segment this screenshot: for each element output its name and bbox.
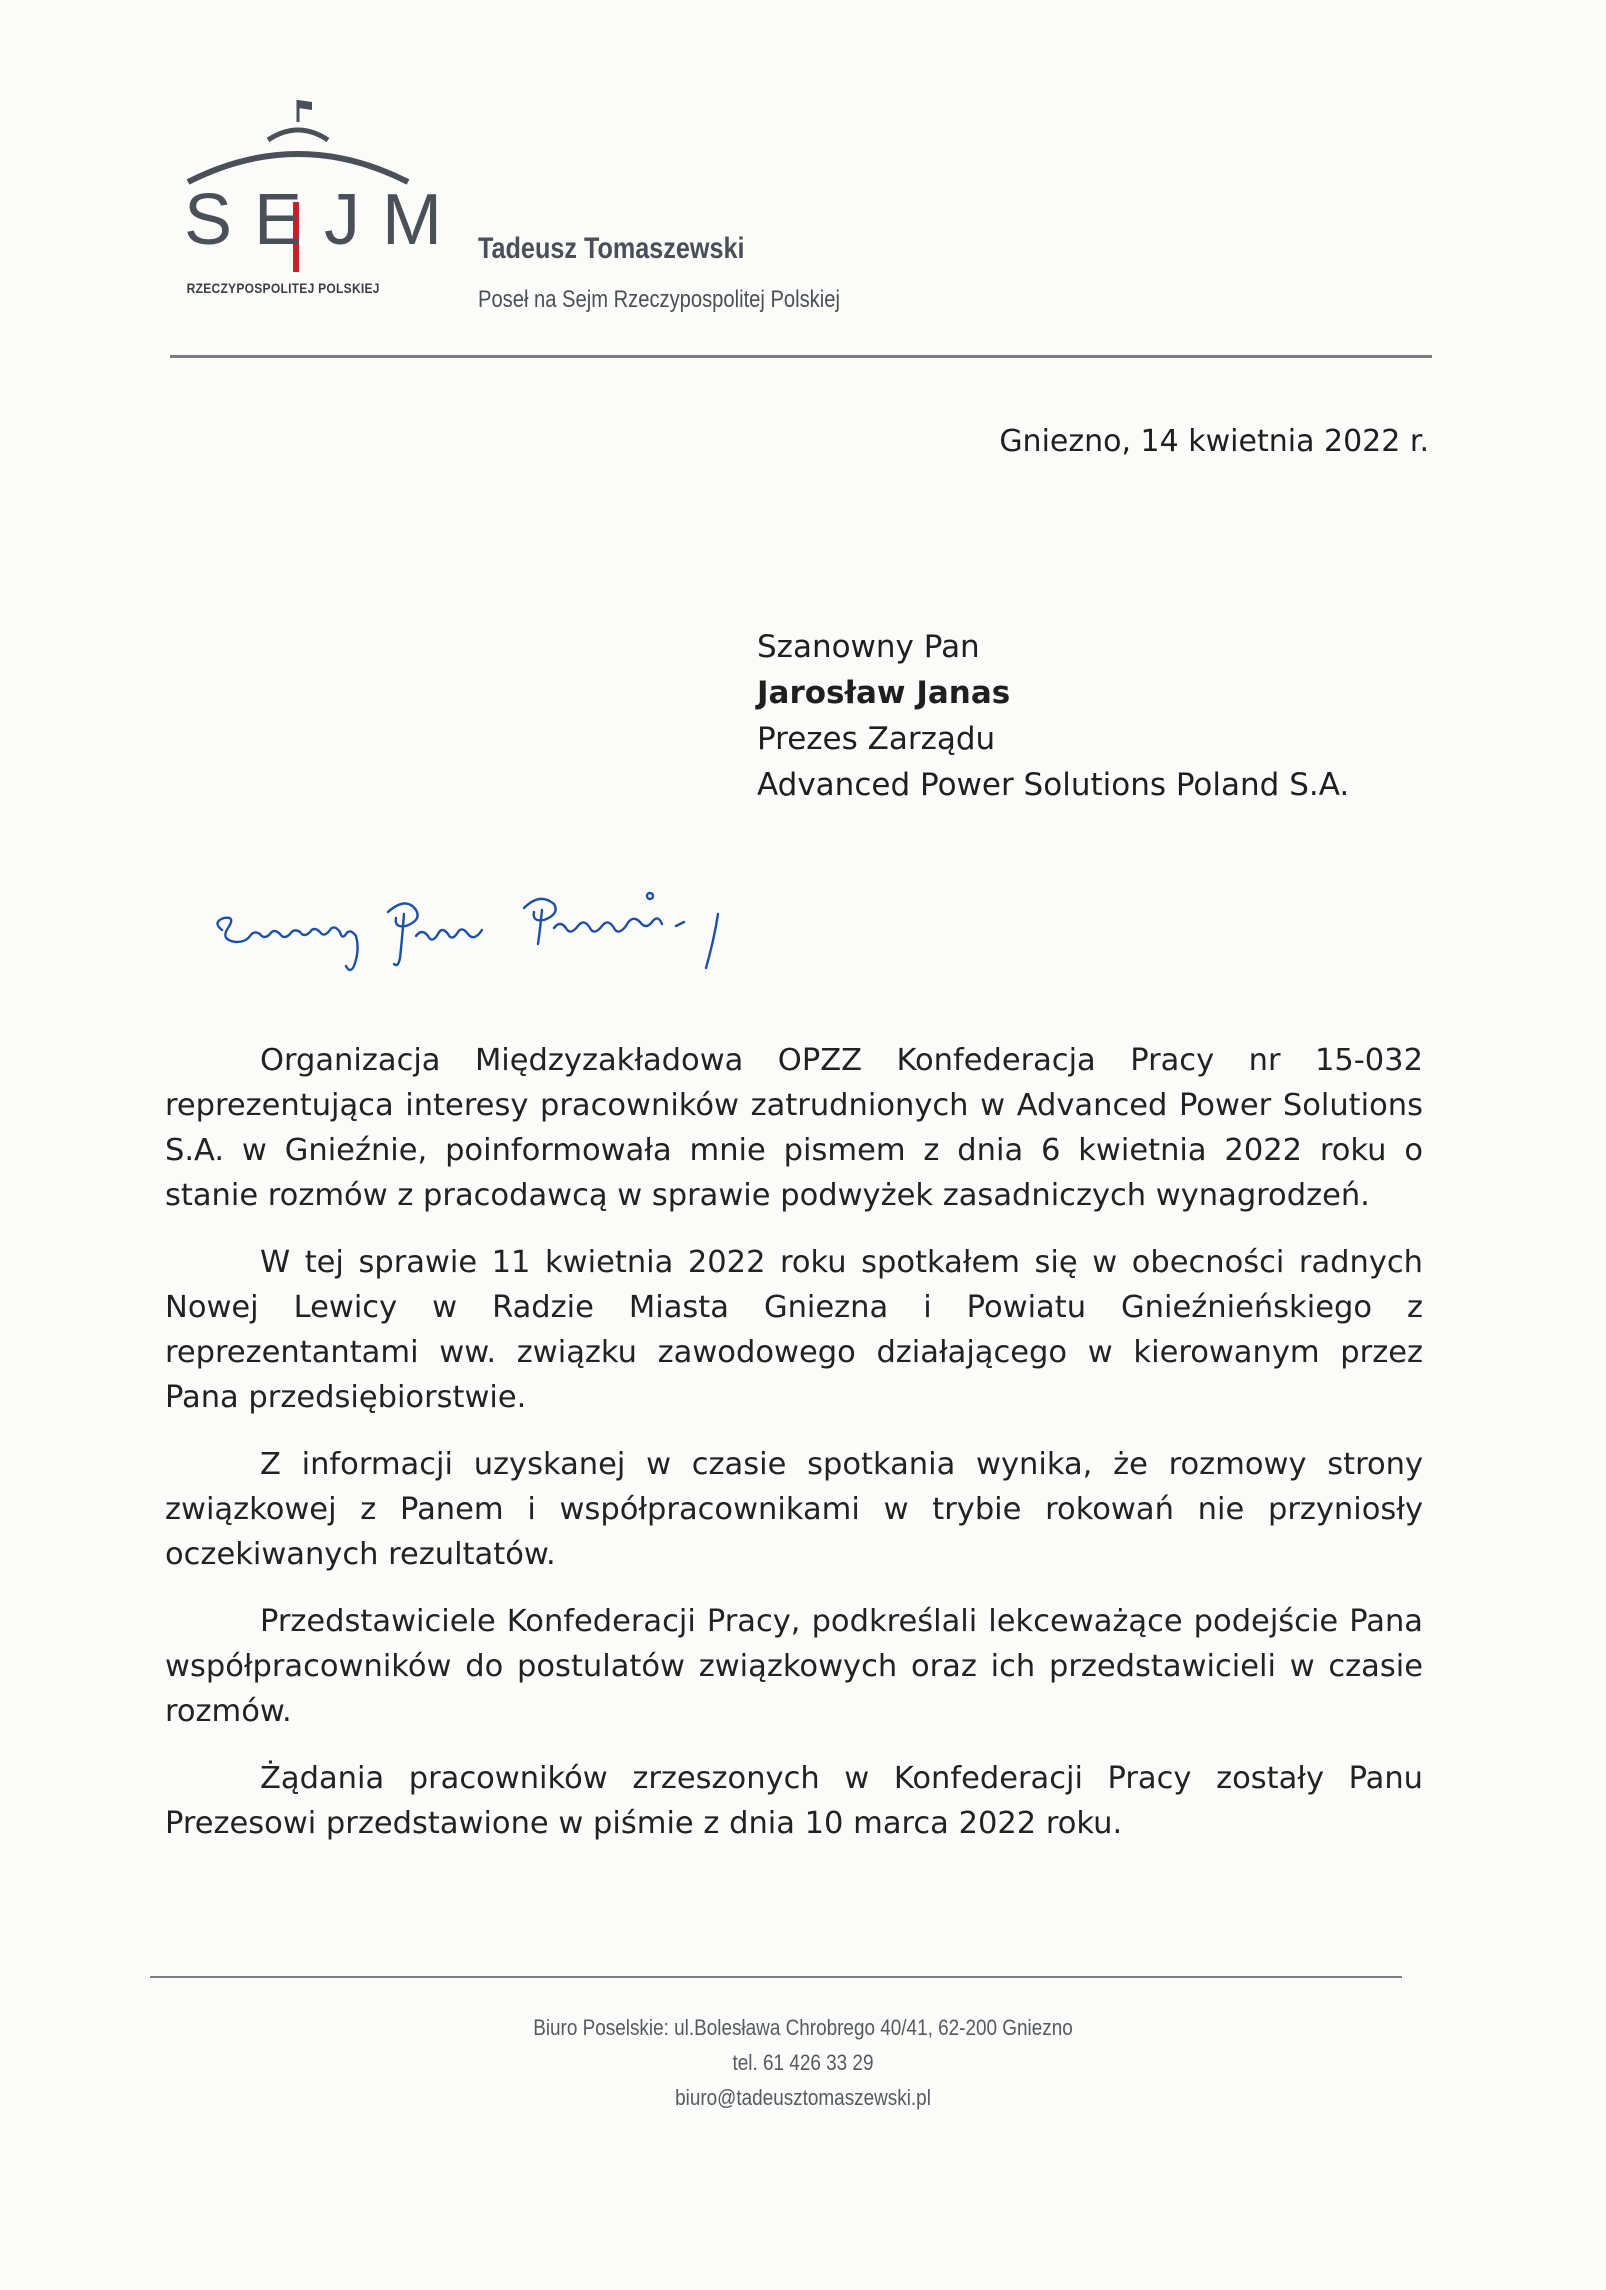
header-divider <box>170 355 1432 358</box>
logo-wordmark: SEJM <box>184 180 465 260</box>
body-paragraph: Z informacji uzyskanej w czasie spotkania wynika, że rozmowy strony związkowej z Panem i współpracownikami w trybie rokowań nie przyniosły oczekiwanych rezultatów. <box>165 1447 1423 1572</box>
body-paragraph: Żądania pracowników zrzeszonych w Konfederacji Pracy zostały Panu Prezesowi przedstawione w piśmie z dnia 10 marca 2022 roku. <box>165 1761 1423 1841</box>
recipient-position: Prezes Zarządu <box>757 721 996 757</box>
recipient-salutation: Szanowny Pan <box>757 629 980 665</box>
body-paragraph: W tej sprawie 11 kwietnia 2022 roku spotkałem się w obecności radnych Nowej Lewicy w Radzie Miasta Gniezna i Powiatu Gnieźnieńskiego z reprezentantami ww. związku zawodowego działającego w kierowanym przez Pana przedsiębiorstwie. <box>165 1245 1423 1415</box>
footer-phone: tel. 61 426 33 29 <box>732 2050 874 2075</box>
sejm-logo <box>170 92 465 322</box>
recipient-block <box>757 624 1349 808</box>
sender-title: Poseł na Sejm Rzeczypospolitej Polskiej <box>478 286 840 313</box>
sender-name: Tadeusz Tomaszewski <box>478 232 745 265</box>
recipient-company: Advanced Power Solutions Poland S.A. <box>757 767 1350 803</box>
footer-divider <box>150 1976 1402 1978</box>
body-paragraph: Przedstawiciele Konfederacji Pracy, podkreślali lekceważące podejście Pana współpracowników do postulatów związkowych oraz ich przedstawicieli w czasie rozmów. <box>165 1604 1423 1729</box>
letter-body <box>165 1038 1423 1868</box>
letter-date: Gniezno, 14 kwietnia 2022 r. <box>999 424 1429 459</box>
handwritten-greeting <box>210 870 770 1010</box>
footer-address: Biuro Poselskie: ul.Bolesława Chrobrego 40/41, 62-200 Gniezno <box>533 2015 1073 2040</box>
footer <box>0 2010 1606 2115</box>
body-paragraph: Organizacja Międzyzakładowa OPZZ Konfederacja Pracy nr 15-032 reprezentująca interesy pracowników zatrudnionych w Advanced Power Solutions S.A. w Gnieźnie, poinformowała mnie pismem z dnia 6 kwietnia 2022 roku o stanie rozmów z pracodawcą w sprawie podwyżek zasadniczych wynagrodzeń. <box>165 1043 1423 1213</box>
recipient-name: Jarosław Janas <box>757 675 1011 711</box>
handwriting-icon <box>210 870 770 1010</box>
logo-subtitle: RZECZYPOSPOLITEJ POLSKIEJ <box>186 280 380 296</box>
footer-email: biuro@tadeusztomaszewski.pl <box>675 2085 931 2110</box>
